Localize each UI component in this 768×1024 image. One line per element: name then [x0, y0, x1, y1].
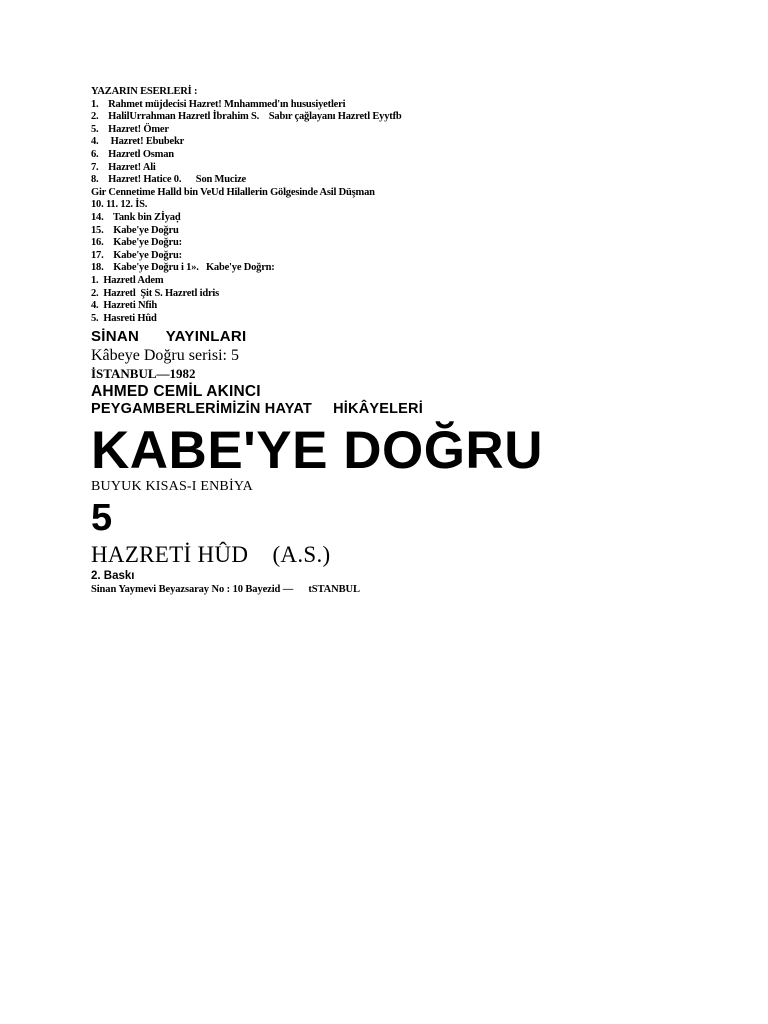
works-list-item: 18. Kabe'ye Doğru i 1». Kabe'ye Doğrn: [91, 262, 275, 274]
works-list-item: 14. Tank bin Zİyaḍ [91, 211, 181, 223]
works-list-item: 4. Hazreti Nfih [91, 300, 158, 312]
works-list-item: 5. Hasreti Hûd [91, 312, 157, 324]
volume-number: 5 [91, 497, 113, 540]
title-page [91, 86, 731, 596]
main-title: KABE'YE DOĞRU [91, 421, 543, 481]
works-list-item: 7. Hazret! Ali [91, 161, 156, 173]
city-year: İSTANBUL—1982 [91, 366, 196, 382]
subtitle-caps: PEYGAMBERLERİMİZİN HAYAT HİKÂYELERİ [91, 401, 423, 418]
book-title: HAZRETİ HÛD (A.S.) [91, 542, 331, 568]
works-list-item: 1. Rahmet müjdecisi Hazret! Mnhammed'ın hususiyetleri [91, 98, 346, 110]
series-line: Kâbeye Doğru serisi: 5 [91, 347, 239, 365]
works-list-item: 10. 11. 12. İS. [91, 199, 148, 211]
author-name: AHMED CEMİL AKINCI [91, 383, 261, 401]
works-list-item: 16. Kabe'ye Doğru: [91, 237, 182, 249]
works-list-item: 6. Hazretl Osman [91, 148, 174, 160]
works-heading: YAZARIN ESERLERİ : [91, 86, 198, 97]
publisher-address: Sinan Yaymevi Beyazsaray No : 10 Bayezid — tSTANBUL [91, 584, 360, 596]
works-list-item: 2. Hazretl Şit S. Hazretl idris [91, 287, 220, 299]
works-list-item: 1. Hazretl Adem [91, 274, 164, 286]
works-list-item: 4. Hazret! Ebubekr [91, 136, 185, 148]
publisher-name: SİNAN YAYINLARI [91, 328, 247, 346]
works-list-item: 2. HalilUrrahman Hazretl İbrahim S. Sabır çağlayanı Hazretl Eyytfb [91, 111, 402, 123]
works-list-item: 8. Hazret! Hatice 0. Son Mucize [91, 174, 247, 186]
works-list-item: 5. Hazret! Ömer [91, 123, 169, 135]
works-list-item: 15. Kabe'ye Doğru [91, 224, 179, 236]
edition-label: 2. Baskı [91, 570, 135, 583]
works-list-item: 17. Kabe'ye Doğru: [91, 249, 182, 261]
works-list-item: Gir Cennetime Halld bin VeUd Hilallerin Gölgesinde Asil Düşman [91, 186, 375, 198]
series-name: BUYUK KISAS-I ENBİYA [91, 479, 253, 495]
works-list [91, 86, 731, 325]
